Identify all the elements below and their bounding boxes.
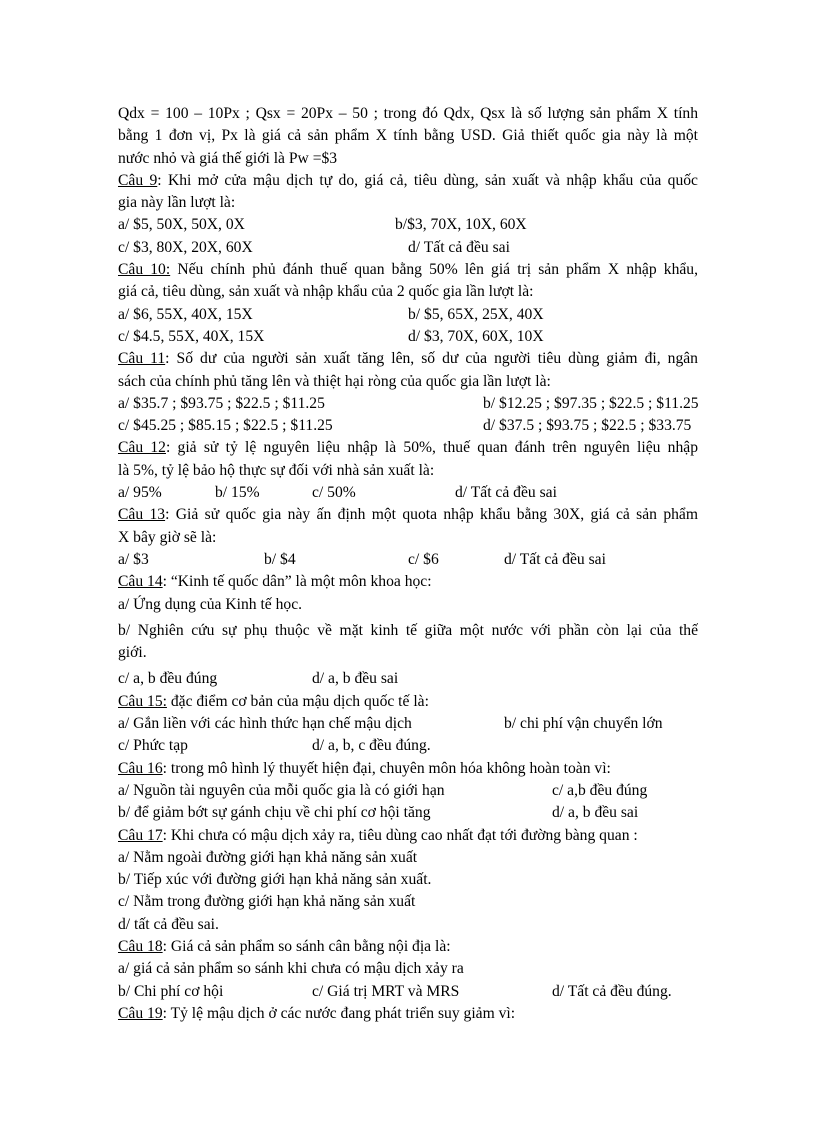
question-17 xyxy=(118,825,698,847)
question-label: Câu 12 xyxy=(118,439,166,457)
question-text: : “Kinh tế quốc dân” là một môn khoa học: xyxy=(162,573,432,591)
question-16 xyxy=(118,758,698,780)
option-d: d/ Tất cả đều sai xyxy=(504,550,606,568)
option-c: c/ $3, 80X, 20X, 60X xyxy=(118,238,253,256)
question-15 xyxy=(118,691,698,713)
option-row xyxy=(118,214,698,236)
question-label: Câu 10: xyxy=(118,261,171,279)
option-b: b/ 15% xyxy=(215,484,260,502)
option-c: c/ $6 xyxy=(408,550,439,568)
question-text: X bây giờ sẽ là: xyxy=(118,528,217,546)
option-a: a/ 95% xyxy=(118,484,162,502)
option-a: a/ Nguồn tài nguyên của mỗi quốc gia là có giới hạn xyxy=(118,781,445,799)
option-row xyxy=(118,713,698,735)
question-text: : Số dư của người sản xuất tăng lên, số dư của người tiêu dùng giảm đi, ngân xyxy=(165,350,698,368)
question-text: : Khi mở cửa mậu dịch tự do, giá cả, tiêu dùng, sản xuất và nhập khẩu của quốc xyxy=(157,171,698,189)
option-a: a/ giá cả sản phẩm so sánh khi chưa có mậu dịch xảy ra xyxy=(118,960,464,978)
option-b: b/ để giảm bớt sự gánh chịu về chi phí cơ hội tăng xyxy=(118,804,431,822)
option-a: a/ $5, 50X, 50X, 0X xyxy=(118,216,245,234)
question-text: : Tỷ lệ mậu dịch ở các nước đang phát triển suy giảm vì: xyxy=(162,1004,516,1022)
question-label: Câu 19 xyxy=(118,1004,163,1022)
option-c: c/ $4.5, 55X, 40X, 15X xyxy=(118,327,265,345)
option-d: d/ $3, 70X, 60X, 10X xyxy=(408,327,544,345)
option-a: a/ $3 xyxy=(118,550,149,568)
option-a: a/ $35.7 ; $93.75 ; $22.5 ; $11.25 xyxy=(118,394,325,412)
option-row xyxy=(118,549,698,571)
question-13 xyxy=(118,504,698,526)
option-d: d/ a, b, c đều đúng. xyxy=(312,737,431,755)
option-d: d/ tất cả đều sai. xyxy=(118,915,219,933)
question-10 xyxy=(118,259,698,281)
option-row xyxy=(118,393,698,415)
option-row xyxy=(118,780,698,802)
option-d: d/ a, b đều sai xyxy=(552,804,639,822)
option-c: c/ Giá trị MRT và MRS xyxy=(312,982,460,1000)
option-b: b/ $5, 65X, 25X, 40X xyxy=(408,305,544,323)
intro-line: Qdx = 100 – 10Px ; Qsx = 20Px – 50 ; trong đó Qdx, Qsx là số lượng sản phẩm X tính xyxy=(118,105,698,122)
question-18 xyxy=(118,936,698,958)
question-label: Câu 17 xyxy=(118,826,163,844)
question-text: đặc điểm cơ bản của mậu dịch quốc tế là: xyxy=(166,692,429,710)
question-12 xyxy=(118,437,698,459)
option-c: c/ Nằm trong đường giới hạn khả năng sản xuất xyxy=(118,893,416,911)
document-body xyxy=(118,103,698,1025)
option-d: d/ Tất cả đều sai xyxy=(408,238,510,256)
option-c: c/ $45.25 ; $85.15 ; $22.5 ; $11.25 xyxy=(118,417,333,435)
option-row xyxy=(118,415,698,437)
option-a: a/ Ứng dụng của Kinh tế học. xyxy=(118,595,303,613)
option-row xyxy=(118,802,698,824)
option-row xyxy=(118,237,698,259)
intro-line: bằng 1 đơn vị, Px là giá cả sản phẩm X tính bằng USD. Giả thiết quốc gia này là một xyxy=(118,127,698,145)
option-c: c/ Phức tạp xyxy=(118,737,188,755)
question-text: Nếu chính phủ đánh thuế quan bằng 50% lên giá trị sản phẩm X nhập khẩu, xyxy=(170,261,698,279)
question-text: : Giả sử quốc gia này ấn định một quota nhập khẩu bằng 30X, giá cả sản phẩm xyxy=(165,506,698,524)
option-b: b/ $12.25 ; $97.35 ; $22.5 ; $11.25 xyxy=(483,394,699,412)
option-b: b/$3, 70X, 10X, 60X xyxy=(395,216,527,234)
option-d: d/ Tất cả đều đúng. xyxy=(552,982,672,1000)
option-row xyxy=(118,304,698,326)
question-label: Câu 13 xyxy=(118,506,166,524)
option-c: c/ a, b đều đúng xyxy=(118,670,218,688)
question-label: Câu 14 xyxy=(118,573,163,591)
question-label: Câu 16 xyxy=(118,759,163,777)
question-19 xyxy=(118,1003,698,1025)
question-9 xyxy=(118,170,698,192)
option-c: c/ a,b đều đúng xyxy=(552,781,648,799)
option-b: b/ $4 xyxy=(264,550,296,568)
question-text: : trong mô hình lý thuyết hiện đại, chuyên môn hóa không hoàn toàn vì: xyxy=(162,759,611,777)
question-label: Câu 15: xyxy=(118,692,167,710)
option-b: b/ chi phí vận chuyển lớn xyxy=(504,715,663,733)
option-b-continued: giới. xyxy=(118,644,147,662)
question-label: Câu 9 xyxy=(118,171,158,189)
option-b: b/ Chi phí cơ hội xyxy=(118,982,224,1000)
question-text: : Giá cả sản phẩm so sánh cân bằng nội địa là: xyxy=(162,937,451,955)
option-row xyxy=(118,735,698,757)
option-d: d/ a, b đều sai xyxy=(312,670,399,688)
option-d: d/ Tất cả đều sai xyxy=(455,484,557,502)
option-b: b/ Nghiên cứu sự phụ thuộc về mặt kinh tế giữa một nước với phần còn lại của thế xyxy=(118,621,698,639)
option-row xyxy=(118,668,698,690)
option-row xyxy=(118,482,698,504)
option-a: a/ Gắn liền với các hình thức hạn chế mậu dịch xyxy=(118,715,412,733)
question-14 xyxy=(118,571,698,593)
intro-line: nước nhỏ và giá thế giới là Pw =$3 xyxy=(118,149,338,167)
option-a: a/ Nằm ngoài đường giới hạn khả năng sản xuất xyxy=(118,848,418,866)
question-11 xyxy=(118,348,698,370)
question-label: Câu 11 xyxy=(118,350,166,368)
question-text: giá cả, tiêu dùng, sản xuất và nhập khẩu của 2 quốc gia lần lượt là: xyxy=(118,283,534,301)
question-text: : giả sử tỷ lệ nguyên liệu nhập là 50%, thuế quan đánh trên nguyên liệu nhập xyxy=(165,439,698,457)
option-row xyxy=(118,326,698,348)
option-c: c/ 50% xyxy=(312,484,356,502)
option-d: d/ $37.5 ; $93.75 ; $22.5 ; $33.75 xyxy=(483,417,692,435)
option-row xyxy=(118,981,698,1003)
question-label: Câu 18 xyxy=(118,937,163,955)
option-b: b/ Tiếp xúc với đường giới hạn khả năng sản xuất. xyxy=(118,871,432,889)
question-text: là 5%, tỷ lệ bảo hộ thực sự đối với nhà sản xuất là: xyxy=(118,461,435,479)
option-a: a/ $6, 55X, 40X, 15X xyxy=(118,305,253,323)
question-text: sách của chính phủ tăng lên và thiệt hại ròng của quốc gia lần lượt là: xyxy=(118,372,551,390)
question-text: gia này lần lượt là: xyxy=(118,194,236,212)
question-text: : Khi chưa có mậu dịch xảy ra, tiêu dùng cao nhất đạt tới đường bàng quan : xyxy=(162,826,638,844)
